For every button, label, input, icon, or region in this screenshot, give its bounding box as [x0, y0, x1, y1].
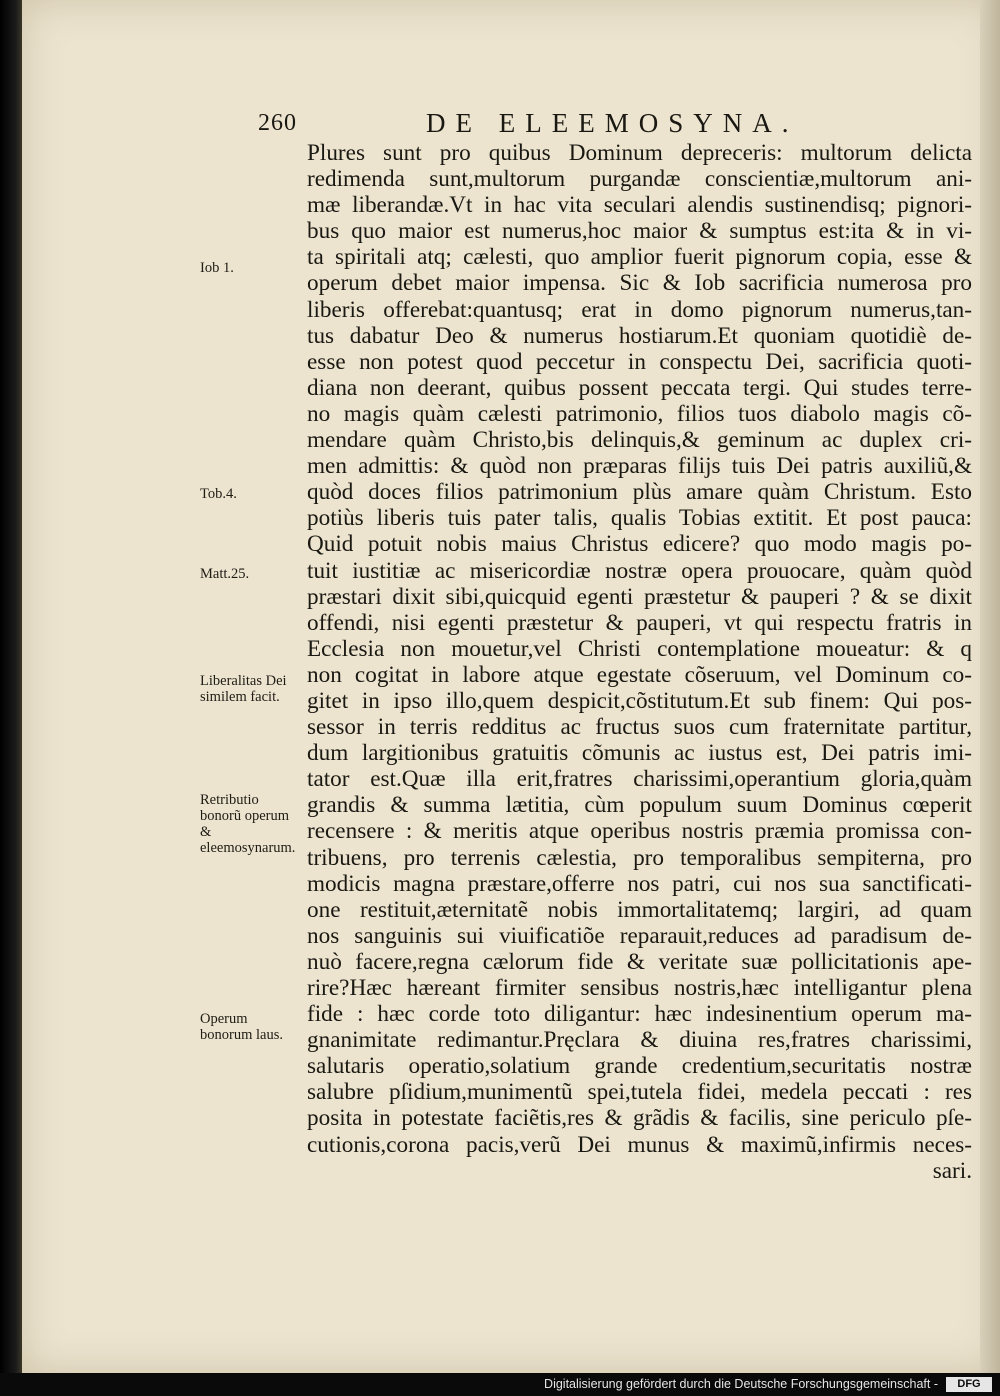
margin-note-operum: Operum bonorum laus. [200, 1011, 283, 1043]
margin-note-liberalitas: Liberalitas Dei similem facit. [200, 673, 287, 705]
text-line: potiùs liberis tuis pater talis, qualis Tobias extitit. Et post pauca: [307, 505, 972, 532]
text-line: gnanimitate redimantur.Pręclara & diuina res,fratres charissimi, [307, 1027, 972, 1054]
text-line: salutaris operatio,solatium grande credentium,securitatis nostræ [307, 1053, 972, 1080]
text-line: diana non deerant, quibus possent peccata tergi. Qui studes terre- [307, 374, 972, 401]
margin-note-iob: Iob 1. [200, 260, 234, 276]
text-line: Ecclesia non mouetur,vel Christi contemplatione moueatur: & q [307, 635, 972, 662]
scan-left-shadow [0, 0, 22, 1373]
text-line: tator est.Quæ illa erit,fratres charissimi,operantium gloria,quàm [307, 766, 972, 793]
text-line: liberis offerebat:quantusq; erat in domo pignorum numerus,tan- [307, 296, 972, 323]
dfg-logo: DFG [946, 1377, 992, 1392]
text-line: one restituit,æternitatẽ nobis immortalitatemq; largiri, ad quam [307, 896, 972, 923]
text-line: mendare quàm Christo,bis delinquis,& geminum ac duplex cri- [307, 427, 972, 454]
text-line: salubre pſidium,munimentũ spei,tutela fidei, medela peccati : res [307, 1079, 972, 1106]
running-title: DE ELEEMOSYNA. [426, 108, 799, 138]
text-line: præstari dixit sibi,quicquid egenti præstetur & pauperi ? & se dixit [307, 583, 972, 610]
text-line: tuit iustitiæ ac misericordiæ nostræ opera prouocare, quàm quòd [307, 557, 972, 584]
text-line: esse non potest quod peccetur in conspectu Dei, sacrificia quoti- [307, 348, 972, 375]
text-line: tus dabatur Deo & numerus hostiarum.Et quoniam quotidiè de- [307, 322, 972, 349]
text-line: nuò facere,regna cælorum fide & veritate suæ pollicitationis ape- [307, 948, 972, 975]
text-line: sari. [932, 1157, 972, 1184]
text-line: mæ liberandæ.Vt in hac vita seculari alendis sustinendisq; pignori- [307, 192, 972, 219]
footer-bar [0, 1373, 1000, 1396]
text-line: men admittis: & quòd non præparas filijs tuis Dei patris auxiliũ,& [307, 453, 972, 480]
text-line: offendi, nisi egenti præstetur & pauperi, vt qui respectu fratris in [307, 609, 972, 636]
margin-note-tob: Tob.4. [200, 486, 237, 502]
text-line: fide : hæc corde toto diligantur: hæc indesinentium operum ma- [307, 1001, 972, 1028]
margin-note-matt: Matt.25. [200, 566, 250, 582]
margin-note-retributio: Retributio bonorũ operum & eleemosynarum. [200, 792, 296, 856]
text-line: recensere : & meritis atque operibus nostris præmia promissa con- [307, 818, 972, 845]
text-line: non cogitat in labore atque egestate cõseruum, vel Dominum co- [307, 661, 972, 688]
text-line: cutionis,corona pacis,verũ Dei munus & maximũ,infirmis neces- [307, 1131, 972, 1158]
text-line: dum largitionibus gratuitis cõmunis ac iustus est, Dei patris imi- [307, 740, 972, 767]
text-line: Quid potuit nobis maius Christus edicere? quo modo magis po- [307, 531, 972, 558]
text-line: Plures sunt pro quibus Dominum depreceris: multorum delicta [307, 140, 972, 166]
text-line: posita in potestate faciẽtis,res & grãdis & facilis, sine periculo pſe- [307, 1105, 972, 1132]
text-line: nos sanguinis sui viuificatiõe reparauit,reduces ad paradisum de- [307, 922, 972, 949]
text-line: quòd doces filios patrimonium plùs amare quàm Christum. Esto [307, 479, 972, 506]
page-edge [980, 0, 1000, 1373]
text-line: gitet in ipso illo,quem despicit,cõstitutum.Et sub finem: Qui pos- [307, 687, 972, 714]
text-line: grandis & summa lætitia, cùm populum suum Dominus cœperit [307, 792, 972, 819]
body-text [307, 140, 972, 1184]
page-number: 260 [258, 110, 297, 136]
text-line: ta spiritali atq; cælesti, quo amplior fuerit pignorum copia, esse & [307, 244, 972, 271]
text-line: tribuens, pro terrenis cælestia, pro temporalibus sempiterna, pro [307, 844, 972, 871]
text-line: no magis quàm cælesti patrimonio, filios tuos diabolo magis cõ- [307, 400, 972, 427]
text-line: operum debet maior impensa. Sic & Iob sacrificia numerosa pro [307, 270, 972, 297]
text-line: modicis magna præstare,offerre nos patri, cui nos sua sanctificati- [307, 870, 972, 897]
text-line: rire?Hæc hæreant firmiter sensibus nostris,hæc intelligantur plena [307, 975, 972, 1001]
footer-credit: Digitalisierung gefördert durch die Deutsche Forschungsgemeinschaft - [544, 1377, 938, 1391]
text-line: sessor in terris redditus ac fructus suos cum fraternitate partitur, [307, 714, 972, 741]
text-line: bus quo maior est numerus,hoc maior & sumptus est:ita & in vi- [307, 218, 972, 245]
text-line: redimenda sunt,multorum purgandæ conscientiæ,multorum ani- [307, 166, 972, 193]
